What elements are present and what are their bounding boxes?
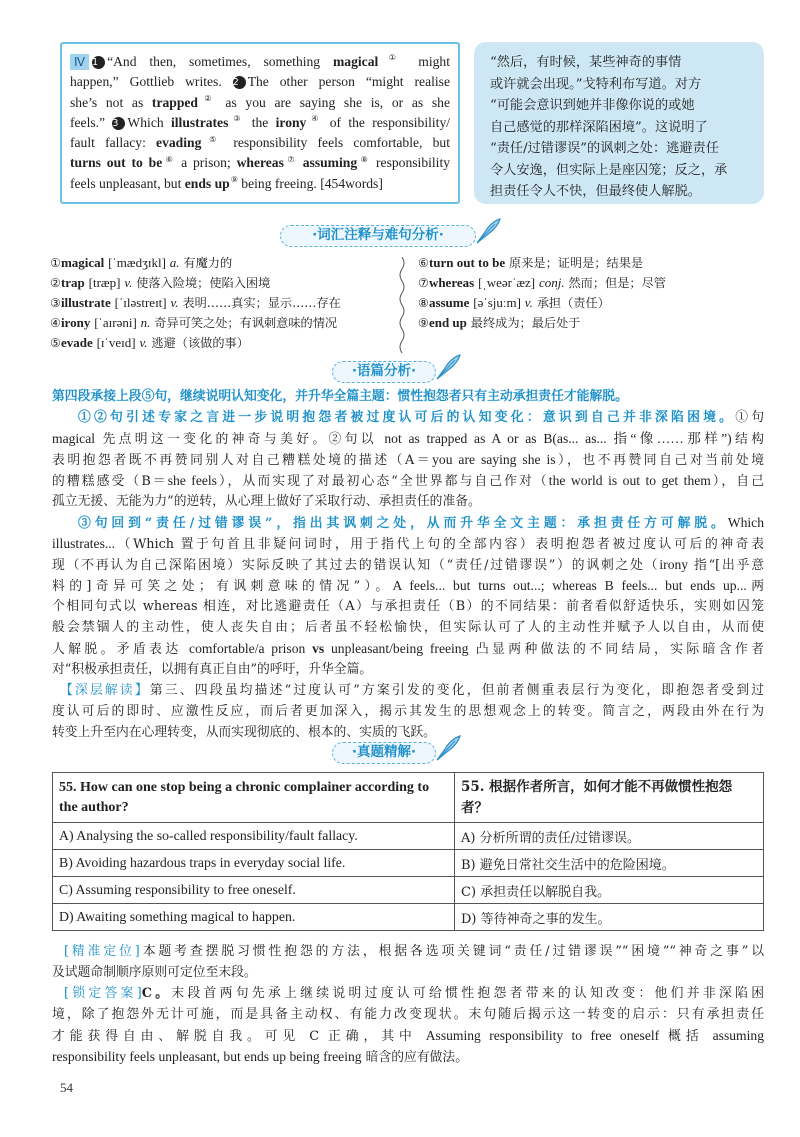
analysis-line: 人解脱。矛盾表达 comfortable/a prison vs unpleasant/being freeing 凸显两种做法的不同结局，实际暗含作者 (52, 641, 764, 657)
analysis-line: 对“积极承担责任，以拥有真正自由”的呼吁，升华全篇。 (52, 662, 373, 677)
vocab-item: ②trap [træp] v. 使落入险境；使陷入困境 (50, 275, 271, 290)
answer-locate: [精准定位]本题考查摆脱习惯性抱怨的方法，根据各选项关键词“责任/过错谬误”“困境”“神奇之事”以 (64, 944, 764, 959)
vocab-item: ⑨end up 最终成为；最后处于 (418, 315, 581, 330)
option-cn: B) 避免日常社交生活中的危险困境。 (455, 850, 764, 877)
analysis-line: 般会禁锢人的主动性，使人丧失自由；后者虽不轻松愉快，但实际认可了人的主动性并赋予人以自由，从而使 (52, 620, 764, 635)
translation-line: “可能会意识到她并非像你说的或她 (490, 98, 695, 113)
analysis-line: 个相同句式以 whereas 相连，对比逃避责任（A）与承担责任（B）的不同结果：前者看似舒适快乐，实则如囚笼 (52, 599, 764, 614)
option-row (53, 823, 764, 850)
passage-line-1: Ⅳ 1 “And then, sometimes, something magical① might (70, 52, 450, 72)
answer-line: 境，除了抱怨外无计可施，而是具备主动权、有能力改变现状。末句随后揭示这一转变的启示：只有承担责任 (52, 1007, 764, 1022)
feather-pen-icon (473, 216, 503, 246)
feather-pen-icon (433, 352, 463, 382)
translation-line: “责任/过错谬误”的讽刺之处：逃避责任 (490, 141, 719, 156)
translation-line: “然后，有时候，某些神奇的事情 (490, 55, 682, 70)
vocab-item: ⑤evade [ɪˈveɪd] v. 逃避（该做的事） (50, 335, 249, 350)
analysis-line: ③句回到“责任/过错谬误”，指出其讽刺之处，从而升华全文主题：承担责任方可解脱。Which (78, 515, 764, 531)
answer-tag: [锁定答案] (64, 986, 142, 1001)
passage-box (60, 42, 460, 204)
answer-result: [锁定答案]C。末段首两句先承上继续说明过度认可给惯性抱怨者带来的认知改变：他们并非深陷困 (64, 986, 764, 1001)
question-cn: 55. 根据作者所言，如何才能不再做惯性抱怨者？ (455, 773, 764, 823)
analysis-line: illustrates...（Which 置于句首且非疑问词时，用于指代上句的全部内容）表明抱怨者被过度认可后的神奇表 (52, 536, 764, 552)
vocab-item: ⑦whereas [ˌweərˈæz] conj. 然而；但是；尽管 (418, 275, 666, 290)
paragraph-tag: Ⅳ (70, 54, 89, 70)
sentence-number: 3 (112, 117, 125, 130)
translation-line: 令人安逸，但实际上是座囚笼；反之，承 (490, 162, 728, 178)
answer-letter: C。 (141, 986, 172, 1001)
option-en: C) Assuming responsibility to free oneself. (53, 877, 455, 904)
passage-line-7: feels unpleasant, but ends up⑨ being freeing. [454words] (70, 175, 383, 191)
feather-pen-icon (433, 733, 463, 763)
analysis-line: 孤立无援、无能为力”的逆转，从心理上做好了采取行动、承担责任的准备。 (52, 494, 481, 509)
passage-line-3: she’s not as trapped② as you are saying she is, or as she (70, 94, 450, 110)
answer-line: responsibility feels unpleasant, but ends up being freeing 暗含的应有做法。 (52, 1049, 469, 1065)
analysis-line: 的糟糕感受（B＝she feels），从而实现了对最初心态“全世界都与自己作对（the world is out to get them），自己 (52, 473, 764, 489)
passage-line-6: turns out to be⑥ a prison; whereas⑦ assuming⑧ responsibility (70, 154, 451, 171)
page-number: 54 (60, 1080, 73, 1095)
option-row (53, 904, 764, 931)
option-en: B) Avoiding hazardous traps in everyday social life. (53, 850, 455, 877)
passage-line-5: fault fallacy: evading⑤ responsibility feels comfortable, but (70, 134, 450, 151)
option-en: D) Awaiting something magical to happen. (53, 904, 455, 931)
question-en: 55. How can one stop being a chronic complainer according to the author? (53, 773, 455, 823)
vocab-divider (397, 257, 407, 353)
section-title: ·真题精解· (351, 744, 417, 760)
answer-line: 才能获得自由、解脱自我。可见 C 正确，其中 Assuming responsibility to free oneself 概括 assuming (52, 1028, 764, 1044)
vocab-item: ⑥turn out to be 原来是；证明是；结果是 (418, 255, 644, 270)
vocab-item: ①magical [ˈmædʒɪkl] a. 有魔力的 (50, 255, 233, 270)
translation-box (474, 42, 764, 204)
option-cn: D) 等待神奇之事的发生。 (455, 904, 764, 931)
vocab-section-header (280, 225, 476, 247)
passage-line-2: happen,” Gottlieb writes. 2 The other person “might realise (70, 74, 450, 90)
section-title: ·词汇注释与难句分析· (312, 227, 444, 243)
question-table (52, 772, 764, 931)
analysis-line: magical 先点明这一变化的神奇与美好。②句以 not as trapped as A or as B(as... as... 指“像……那样”)结构 (52, 431, 764, 447)
analysis-summary: 第四段承接上段⑤句，继续说明认知变化，并升华全篇主题：惯性抱怨者只有主动承担责任才能解脱。 (52, 389, 628, 404)
vocab-item: ④irony [ˈaɪrəni] n. 奇异可笑之处；有讽刺意味的情况 (50, 315, 338, 330)
locate-tag: [精准定位] (64, 944, 140, 959)
passage-line-4: feels.” 3 Which illustrates③ the irony④ of the responsibility/ (70, 114, 451, 130)
analysis-line: 表明抱怨者既不再赞同别人对自己糟糕处境的描述（A＝you are saying she is），也不再赞同自己对当前处境 (52, 452, 764, 468)
analysis-line: 料的]奇异可笑之处；有讽刺意味的情况”）。A feels... but turns out...; whereas B feels... but ends up...两 (52, 578, 765, 594)
answer-line: 及试题命制顺序原则可定位至末段。 (52, 965, 257, 980)
discourse-section-header (332, 361, 436, 383)
analysis-line: 转变上升至内在心理转变，从而实现彻底的、根本的、实质的飞跃。 (52, 725, 436, 740)
sentence-number: 1 (92, 56, 105, 69)
option-cn: A) 分析所谓的责任/过错谬误。 (455, 823, 764, 850)
vocab-item: ⑧assume [əˈsjuːm] v. 承担（责任） (418, 295, 610, 310)
analysis-line: 现（不再认为自己深陷困境）实际反映了其过去的错误认知（“责任/过错谬误”）的讽刺之处（irony 指“[出乎意 (52, 557, 764, 573)
option-en: A) Analysing the so-called responsibility/fault fallacy. (53, 823, 455, 850)
analysis-line: ①②句引述专家之言进一步说明抱怨者被过度认可后的认知变化：意识到自己并非深陷困境。①句 (78, 410, 765, 425)
option-row (53, 850, 764, 877)
option-cn: C) 承担责任以解脱自我。 (455, 877, 764, 904)
exam-section-header (332, 742, 436, 764)
deep-reading: 【深层解读】第三、四段虽均描述“过度认可”方案引发的变化，但前者侧重表层行为变化，即抱怨者受到过 (60, 683, 764, 698)
question-row (53, 773, 764, 823)
deep-reading-tag: 【深层解读】 (60, 683, 150, 698)
option-row (53, 877, 764, 904)
translation-line: 自己感觉的那样深陷困境”。这说明了 (490, 119, 708, 135)
analysis-line: 度认可后的即时、应激性反应，而后者更加深入，揭示其发生的思想观念上的转变。简言之，两段由外在行为 (52, 704, 764, 719)
vocab-item: ③illustrate [ˈɪləstreɪt] v. 表明……真实；显示……存在 (50, 295, 341, 310)
translation-line: 或许就会出现。”戈特利布写道。对方 (490, 76, 702, 92)
translation-line: 担责任令人不快，但最终使人解脱。 (490, 184, 701, 199)
sentence-number: 2 (233, 76, 246, 89)
section-title: ·语篇分析· (351, 363, 417, 379)
